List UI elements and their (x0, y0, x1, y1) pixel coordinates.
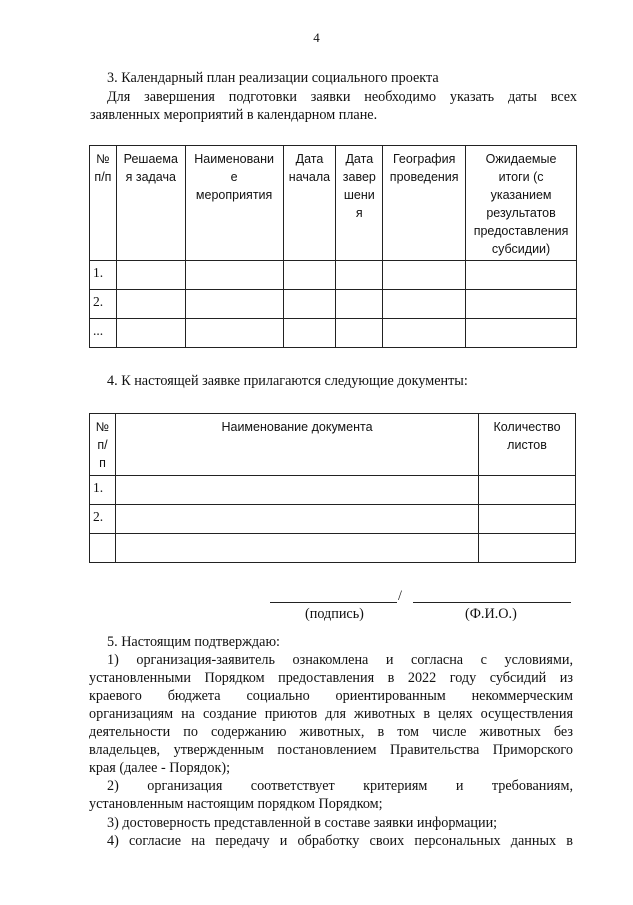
item1-line: 1) организация-заявитель ознакомлена и согласна с условиями, (107, 652, 573, 668)
table-header-row (90, 414, 576, 476)
item4: 4) согласие на передачу и обработку своих персональных данных в (107, 833, 573, 849)
section4-title: 4. К настоящей заявке прилагаются следующие документы: (107, 373, 468, 389)
row-number: 1. (90, 261, 117, 290)
item3: 3) достоверность представленной в составе заявки информации; (107, 815, 498, 831)
section3-title: 3. Календарный план реализации социального проекта (107, 70, 439, 86)
row-number: 1. (90, 476, 116, 505)
section3-intro-line2: заявленных мероприятий в календарном плане. (90, 107, 378, 123)
row-number: 2. (90, 290, 117, 319)
item1-line: края (далее - Порядок); (89, 760, 231, 776)
col-expected-results: Ожидаемые итоги (с указанием результатов предоставления субсидии) (466, 146, 577, 261)
calendar-plan-table (89, 145, 577, 348)
item1-line: организациям на создание приютов для животных в целях осуществления (89, 706, 573, 722)
item1-line: владельцев, утвержденным постановлением Правительства Приморского (89, 742, 573, 758)
table-row (90, 534, 576, 563)
signature-slash: / (398, 588, 402, 604)
col-number: № п/ п (90, 414, 116, 476)
item2-line: установленным настоящим порядком Порядком; (89, 796, 383, 812)
col-start-date: Дата начала (283, 146, 336, 261)
row-number: 2. (90, 505, 116, 534)
section3-intro-line1: Для завершения подготовки заявки необходимо указать даты всех (107, 89, 577, 105)
table-row (90, 505, 576, 534)
col-number: № п/п (90, 146, 117, 261)
documents-table (89, 413, 576, 563)
table-row (90, 319, 577, 348)
table-row (90, 261, 577, 290)
table-row (90, 290, 577, 319)
section5-title: 5. Настоящим подтверждаю: (107, 634, 280, 650)
row-number (90, 534, 116, 563)
signature-line (270, 601, 397, 603)
page-number: 4 (313, 30, 320, 45)
col-document-name: Наименование документа (115, 414, 478, 476)
item1-line: установленными Порядком предоставления в 2022 году субсидий из (89, 670, 573, 686)
table-header-row (90, 146, 577, 261)
col-pages-count: Количество листов (479, 414, 576, 476)
col-end-date: Дата завер шени я (336, 146, 383, 261)
item1-line: краевого бюджета социально ориентированным некоммерческим (89, 688, 573, 704)
item2-line: 2) организация соответствует критериям и требованиям, (107, 778, 573, 794)
item1-line: деятельности по содержанию животных, в том числе животных без (89, 724, 573, 740)
row-number: ... (90, 319, 117, 348)
col-event-name: Наименовани е мероприятия (185, 146, 283, 261)
col-task: Решаема я задача (116, 146, 185, 261)
signature-label: (подпись) (305, 606, 364, 622)
name-line (413, 601, 571, 603)
table-row (90, 476, 576, 505)
name-label: (Ф.И.О.) (465, 606, 517, 622)
col-geography: География проведения (383, 146, 466, 261)
